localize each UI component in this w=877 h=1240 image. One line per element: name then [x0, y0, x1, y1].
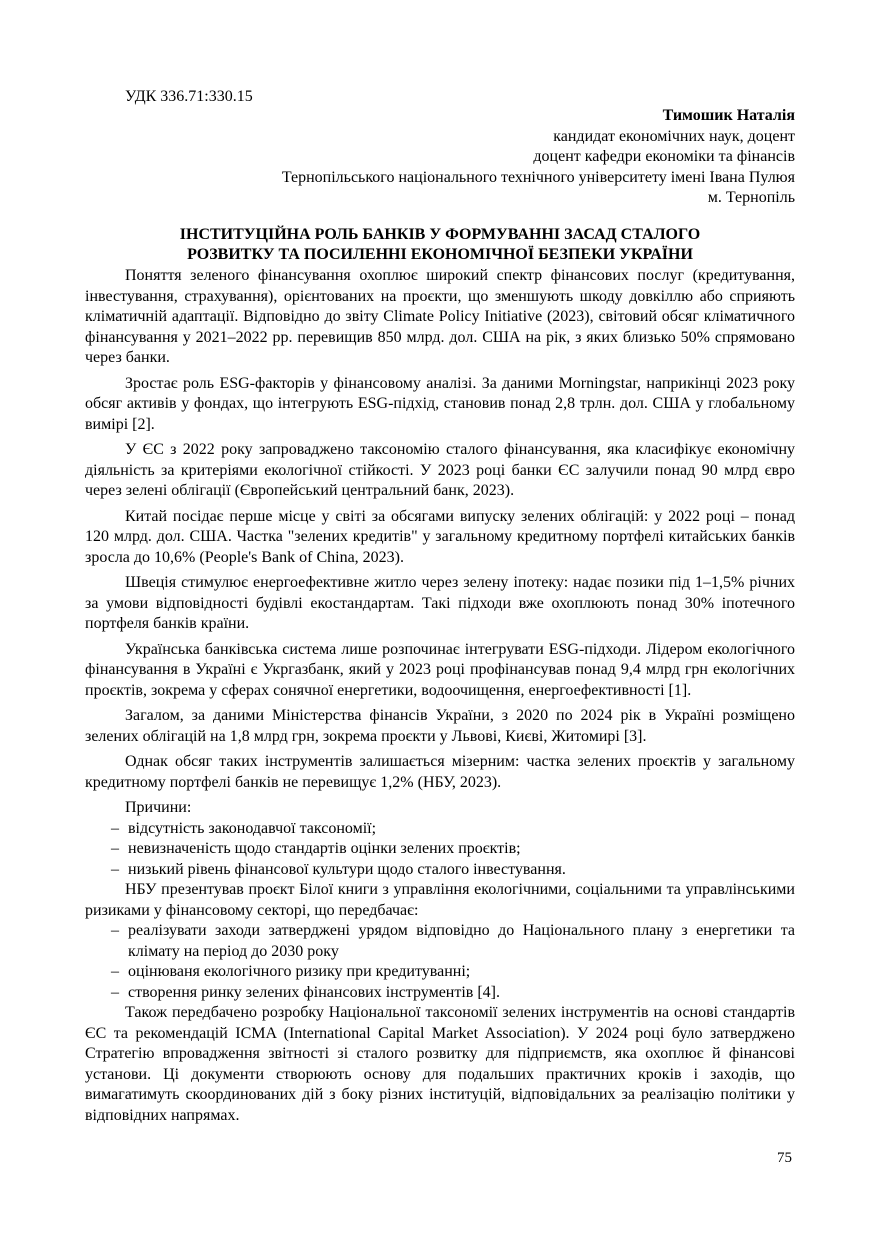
- article-body: [85, 266, 795, 1126]
- paragraph-share: Однак обсяг таких інструментів залишається мізерним: частка зелених проєктів у загальному кредитному портфелі банків не перевищує 1,2% (НБУ, 2023).: [85, 753, 795, 791]
- list-item-text: створення ринку зелених фінансових інструментів [4].: [128, 983, 500, 1001]
- list-marker: –: [111, 963, 119, 980]
- list-item: [85, 962, 795, 983]
- list-item-text: низький рівень фінансової культури щодо сталого інвестування.: [128, 860, 566, 878]
- reasons-list: [85, 819, 795, 881]
- list-item: [85, 839, 795, 860]
- article-title: [110, 225, 770, 265]
- list-marker: –: [111, 922, 119, 939]
- list-marker: –: [111, 840, 119, 857]
- list-marker: –: [111, 860, 119, 878]
- title-line-1: ІНСТИТУЦІЙНА РОЛЬ БАНКІВ У ФОРМУВАННІ ЗАСАД СТАЛОГО: [179, 226, 701, 243]
- list-item-text: невизначеність щодо стандартів оцінки зелених проєктів;: [128, 840, 521, 857]
- author-degree: кандидат економічних наук, доцент: [553, 127, 795, 145]
- author-position: доцент кафедри економіки та фінансів: [533, 148, 795, 165]
- paragraph-green-finance: Поняття зеленого фінансування охоплює широкий спектр фінансових послуг (кредитування, інвестування, страхування), орієнтованих на проєкти, що зменшують шкоду довкіллю або сприяють кліматичній адаптації. Відповідно до звіту Climate Policy Initiative (2023), світовий обсяг кліматичного фінансування у 2021–2022 рр. перевищив 850 млрд. дол. США на рік, з яких близько 50% спрямовано через банки.: [85, 267, 795, 366]
- paragraph-green-bonds: Загалом, за даними Міністерства фінансів України, з 2020 по 2024 рік в Україні розміщено зелених облігацій на 1,8 млрд грн, зокрема проєкти у Львові, Києві, Житомирі [3].: [85, 707, 795, 745]
- udc-code: УДК 336.71:330.15: [125, 88, 253, 105]
- paragraph-taxonomy: Також передбачено розробку Національної таксономії зелених інструментів на основі стандартів ЄС та рекомендацій ICMA (International Capital Market Association). У 2024 році було затверджено Стратегію впровадження звітності зі сталого розвитку для підприємств, яка охоплює й фінансові установи. Ці документи створюють основу для подальших практичних кроків і заходів, що вимагатимуть скоординованих дій з боку різних інституцій, відповідальних за реалізацію політики у відповідних напрямах.: [85, 1004, 795, 1124]
- list-marker: –: [111, 819, 119, 837]
- list-marker: –: [111, 983, 119, 1001]
- list-item-text: відсутність законодавчої таксономії;: [128, 819, 377, 837]
- paragraph-china: Китай посідає перше місце у світі за обсягами випуску зелених облігацій: у 2022 році – понад 120 млрд. дол. США. Частка "зелених кредитів" у загальному кредитному портфелі китайських банків зросла до 10,6% (People's Bank of China, 2023).: [85, 507, 795, 566]
- paragraph-esg: Зростає роль ESG-факторів у фінансовому аналізі. За даними Morningstar, наприкінці 2023 року обсяг активів у фондах, що інтегрують ESG-підхід, становив понад 2,8 трлн. дол. США у глобальному вимірі [2].: [85, 374, 795, 433]
- title-line-2: РОЗВИТКУ ТА ПОСИЛЕННІ ЕКОНОМІЧНОЇ БЕЗПЕКИ УКРАЇНИ: [187, 246, 693, 263]
- page-number: 75: [777, 1150, 792, 1166]
- paragraph-ukraine-banks: Українська банківська система лише розпочинає інтегрувати ESG-підходи. Лідером екологічного фінансування в Україні є Укргазбанк, який у 2023 році профінансував понад 9,4 млрд грн екологічних проєктів, зокрема у сферах сонячної енергетики, водоочищення, енергоефективності [1].: [85, 640, 795, 699]
- list-item-text: оцінюваня екологічного ризику при кредитуванні;: [128, 963, 471, 980]
- list-item: [85, 921, 795, 962]
- author-city: м. Тернопіль: [707, 189, 795, 206]
- author-university: Тернопільського національного технічного університету імені Івана Пулюя: [281, 168, 795, 186]
- paragraph-sweden: Швеція стимулює енергоефективне житло через зелену іпотеку: надає позики під 1–1,5% річних за умови відповідності будівлі екостандартам. Такі підходи вже охоплюють понад 30% іпотечного портфеля банків країни.: [85, 574, 795, 632]
- nbu-list: [85, 921, 795, 1003]
- list-item: [85, 983, 795, 1004]
- paragraph-nbu: НБУ презентував проєкт Білої книги з управління екологічними, соціальними та управлінськими ризиками у фінансовому секторі, що передбачає:: [85, 881, 795, 919]
- list-item: [85, 819, 795, 840]
- author-block: [200, 106, 795, 209]
- reasons-label: Причини:: [125, 799, 192, 816]
- list-item-text: реалізувати заходи затверджені урядом відповідно до Національного плану з енергетики та клімату на період до 2030 року: [128, 922, 795, 960]
- list-item: [85, 860, 795, 881]
- author-name: Тимошик Наталія: [662, 107, 795, 124]
- paragraph-eu: У ЄС з 2022 року запроваджено таксономію сталого фінансування, яка класифікує економічну діяльність за критеріями екологічної стійкості. У 2023 році банки ЄС залучили понад 90 млрд євро через зелені облігації (Європейський центральний банк, 2023).: [85, 441, 795, 499]
